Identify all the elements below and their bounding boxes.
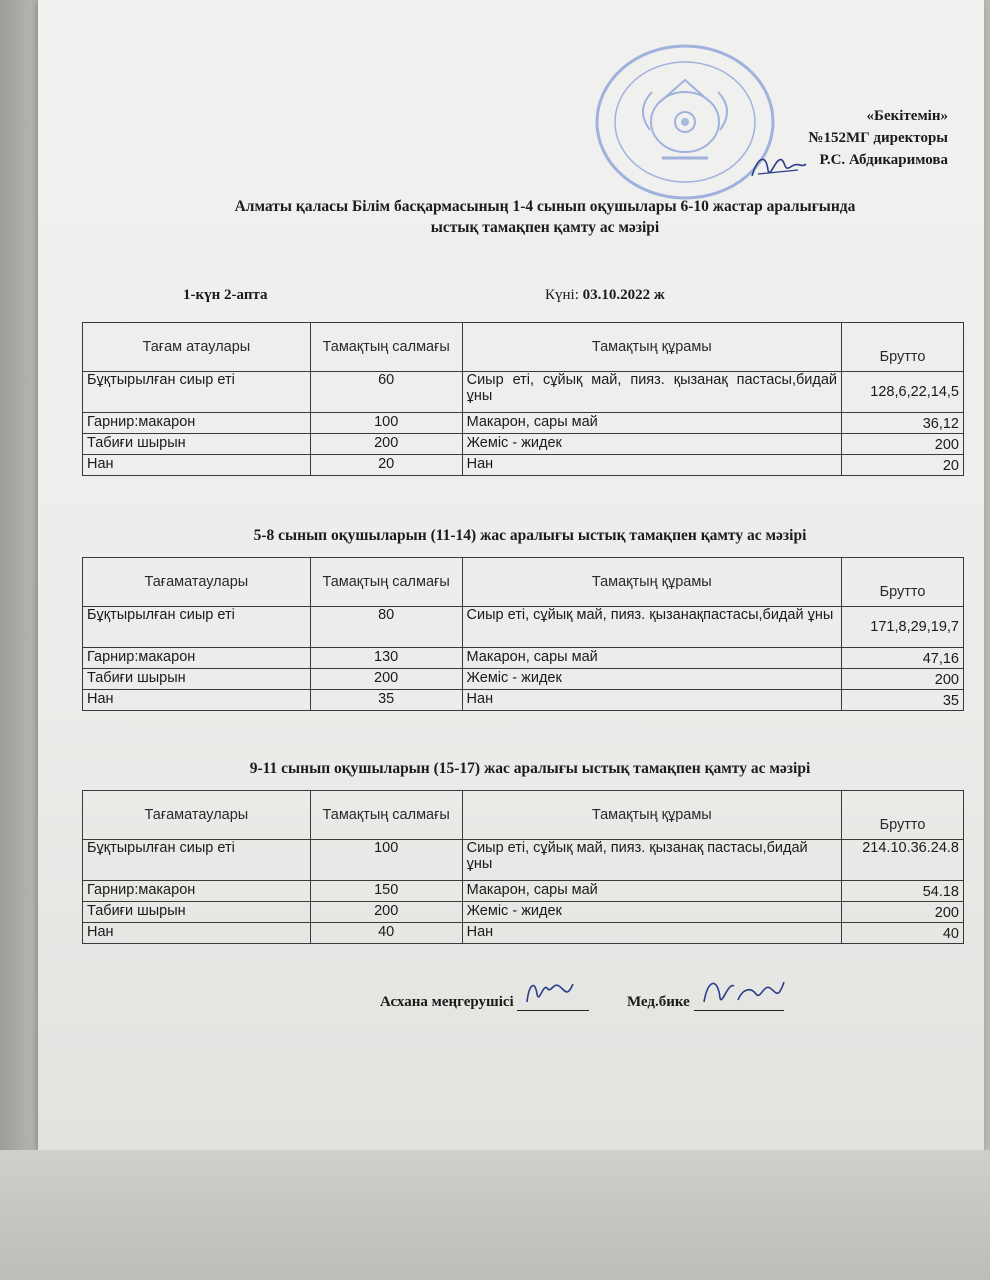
document-title-line2: ыстық тамақпен қамту ас мәзірі — [430, 219, 660, 236]
cell-dish: Бұқтырылған сиыр еті — [83, 607, 311, 648]
cell-weight: 20 — [310, 455, 462, 476]
table-row — [83, 669, 964, 690]
header-composition: Тамақтың құрамы — [462, 323, 841, 372]
cell-dish: Бұқтырылған сиыр еті — [83, 372, 311, 413]
header-dish-name: Тағаматаулары — [83, 558, 311, 607]
cell-brutto: 47,16 — [842, 648, 964, 669]
table-row — [83, 902, 964, 923]
header-weight: Тамақтың салмағы — [310, 791, 462, 840]
approval-title: «Бекітемін» — [866, 108, 948, 124]
cell-weight: 100 — [310, 840, 462, 881]
cell-brutto: 200 — [842, 434, 964, 455]
cell-weight: 35 — [310, 690, 462, 711]
cell-brutto: 36,12 — [842, 413, 964, 434]
cell-composition: Сиыр еті, сұйық май, пияз. қызанақ пастасы,бидай ұны — [462, 840, 841, 881]
director-position: №152МГ директоры — [808, 130, 948, 146]
menu-table-grades-9-11 — [82, 790, 964, 944]
cell-brutto: 35 — [842, 690, 964, 711]
table-row — [83, 607, 964, 648]
cell-brutto: 214.10.36.24.8 — [842, 840, 964, 881]
menu-table-grades-5-8 — [82, 557, 964, 711]
director-name: Р.С. Абдикаримова — [819, 152, 948, 168]
table-header-row — [83, 791, 964, 840]
cell-weight: 80 — [310, 607, 462, 648]
cook-signature-line — [517, 992, 589, 1011]
cell-composition: Нан — [462, 455, 841, 476]
cell-composition: Жеміс - жидек — [462, 434, 841, 455]
table-row — [83, 434, 964, 455]
cell-dish: Гарнир:макарон — [83, 881, 311, 902]
cell-composition: Нан — [462, 923, 841, 944]
header-brutto: Брутто — [842, 323, 964, 372]
header-composition: Тамақтың құрамы — [462, 558, 841, 607]
table-row — [83, 881, 964, 902]
cell-weight: 60 — [310, 372, 462, 413]
date-line — [545, 287, 665, 304]
cell-weight: 200 — [310, 669, 462, 690]
table-row — [83, 690, 964, 711]
table-row — [83, 413, 964, 434]
nurse-signature-icon — [698, 972, 788, 1012]
table-row — [83, 372, 964, 413]
cell-brutto: 200 — [842, 902, 964, 923]
desk-surface — [0, 1150, 990, 1280]
cell-weight: 130 — [310, 648, 462, 669]
header-dish-name: Тағаматаулары — [83, 791, 311, 840]
cell-dish: Нан — [83, 455, 311, 476]
nurse-signature-line — [694, 992, 784, 1011]
cell-dish: Табиғи шырын — [83, 902, 311, 923]
signature-block — [380, 992, 784, 1011]
table-row — [83, 648, 964, 669]
cell-composition: Макарон, сары май — [462, 413, 841, 434]
date-value: 03.10.2022 ж — [582, 287, 665, 303]
cell-weight: 200 — [310, 902, 462, 923]
cell-dish: Табиғи шырын — [83, 669, 311, 690]
header-brutto: Брутто — [842, 791, 964, 840]
cook-signature-icon — [521, 972, 581, 1008]
cell-weight: 200 — [310, 434, 462, 455]
cell-composition: Макарон, сары май — [462, 881, 841, 902]
cell-brutto: 54.18 — [842, 881, 964, 902]
cell-dish: Нан — [83, 690, 311, 711]
cell-brutto: 171,8,29,19,7 — [842, 607, 964, 648]
cell-brutto: 20 — [842, 455, 964, 476]
cell-weight: 40 — [310, 923, 462, 944]
header-brutto: Брутто — [842, 558, 964, 607]
cell-brutto: 128,6,22,14,5 — [842, 372, 964, 413]
section-title-grades-5-8: 5-8 сынып оқушыларын (11-14) жас аралығы ыстық тамақпен қамту ас мәзірі — [253, 527, 807, 544]
table-row — [83, 840, 964, 881]
document-title-line1: Алматы қаласы Білім басқармасының 1-4 сынып оқушылары 6-10 жастар аралығында — [234, 198, 856, 215]
cell-composition: Нан — [462, 690, 841, 711]
document-title — [150, 196, 940, 238]
cell-composition: Макарон, сары май — [462, 648, 841, 669]
header-composition: Тамақтың құрамы — [462, 791, 841, 840]
approval-block — [808, 105, 948, 171]
header-weight: Тамақтың салмағы — [310, 323, 462, 372]
nurse-label: Мед.бике — [626, 994, 690, 1010]
section-title-grades-9-11: 9-11 сынып оқушыларын (15-17) жас аралығы ыстық тамақпен қамту ас мәзірі — [249, 760, 811, 777]
table-header-row — [83, 558, 964, 607]
cell-composition: Сиыр еті, сұйық май, пияз. қызанақпастасы,бидай ұны — [462, 607, 841, 648]
header-weight: Тамақтың салмағы — [310, 558, 462, 607]
cell-dish: Гарнир:макарон — [83, 648, 311, 669]
cell-dish: Бұқтырылған сиыр еті — [83, 840, 311, 881]
day-week-label: 1-күн 2-апта — [183, 287, 268, 303]
director-signature-icon — [748, 146, 808, 186]
cook-label: Асхана меңгерушісі — [380, 994, 514, 1010]
header-dish-name: Тағам атаулары — [83, 323, 311, 372]
cell-composition: Жеміс - жидек — [462, 902, 841, 923]
cell-dish: Нан — [83, 923, 311, 944]
cell-brutto: 40 — [842, 923, 964, 944]
cell-weight: 150 — [310, 881, 462, 902]
cell-composition: Жеміс - жидек — [462, 669, 841, 690]
cell-composition: Сиыр еті, сұйық май, пияз. қызанақ пастасы,бидай ұны — [462, 372, 841, 413]
menu-table-grades-1-4 — [82, 322, 964, 476]
table-header-row — [83, 323, 964, 372]
cell-weight: 100 — [310, 413, 462, 434]
cell-brutto: 200 — [842, 669, 964, 690]
cell-dish: Гарнир:макарон — [83, 413, 311, 434]
table-row — [83, 923, 964, 944]
cell-dish: Табиғи шырын — [83, 434, 311, 455]
date-label: Күні: — [545, 287, 579, 303]
table-row — [83, 455, 964, 476]
